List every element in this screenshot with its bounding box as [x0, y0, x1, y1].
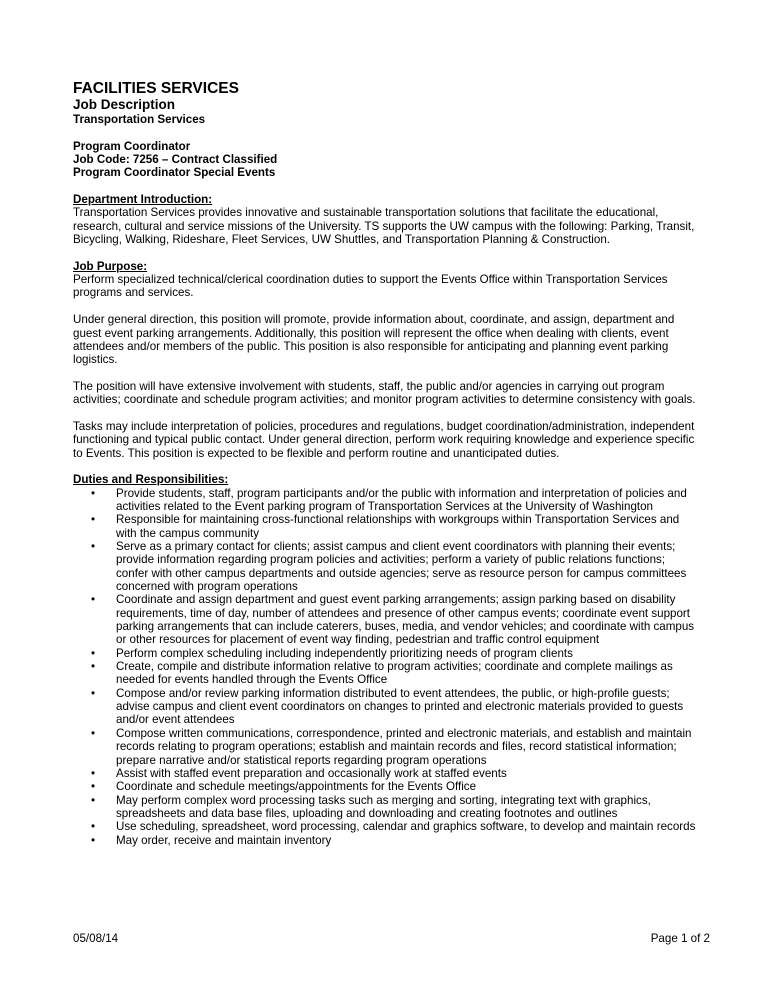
text-line: records relating to program operations; establish and maintain records and files, record statistical information;	[116, 740, 677, 754]
duty-list-item	[73, 687, 713, 727]
bullet-icon: •	[91, 686, 96, 700]
bullet-icon: •	[91, 486, 96, 500]
bullet-icon: •	[91, 593, 96, 607]
duty-list-item	[73, 794, 713, 821]
text-line: guest event parking arrangements. Additionally, this position will represent the office when dealing with clients, event	[73, 326, 669, 340]
text-line: Coordinate and assign department and guest event parking arrangements; assign parking based on disability	[116, 593, 676, 607]
text-line: research, cultural and service missions of the University. TS supports the UW campus with the following: Parking, Transit,	[73, 219, 695, 233]
job-purpose-heading: Job Purpose:	[73, 259, 148, 273]
duty-list-item	[73, 660, 713, 687]
bullet-icon: •	[91, 646, 96, 660]
duties-list	[73, 487, 713, 847]
duty-list-item	[73, 834, 713, 847]
job-code: Job Code: 7256 – Contract Classified	[73, 153, 278, 167]
bullet-icon: •	[91, 660, 96, 674]
working-title: Program Coordinator Special Events	[73, 166, 276, 180]
position-title: Program Coordinator	[73, 139, 191, 153]
text-line: requirements, time of day, number of attendees and presence of other campus events; coordinate event support	[116, 606, 691, 620]
text-line: Compose and/or review parking information distributed to event attendees, the public, or high-profile guests;	[116, 686, 670, 700]
department-intro-heading: Department Introduction:	[73, 193, 213, 207]
text-line: Bicycling, Walking, Rideshare, Fleet Services, UW Shuttles, and Transportation Planning & Construction.	[73, 233, 610, 247]
text-line: Perform complex scheduling including independently prioritizing needs of program clients	[116, 646, 573, 660]
text-line: or other resources for placement of event way finding, pedestrian and traffic control equipment	[116, 633, 600, 647]
paragraph	[73, 420, 713, 460]
text-line: spreadsheets and data base files, uploading and downloading and creating footnotes and outlines	[116, 806, 618, 820]
bullet-icon: •	[91, 513, 96, 527]
text-line: attendees and/or members of the public. This position is also responsible for anticipating and planning event parking	[73, 339, 669, 353]
job-purpose-section	[73, 273, 713, 460]
department-name: Transportation Services	[73, 113, 206, 126]
text-line: to Events. This position is expected to be flexible and perform routine and unanticipated duties.	[73, 446, 560, 460]
text-line: Responsible for maintaining cross-functional relationships with workgroups within Transportation Services and	[116, 513, 680, 527]
text-line: activities; coordinate and schedule program activities; and monitor program activities to determine consistency with goals.	[73, 393, 696, 407]
text-line: functioning and typical public contact. Under general direction, perform work requiring knowledge and experience specific	[73, 433, 695, 447]
org-title: FACILITIES SERVICES	[73, 80, 239, 97]
text-line: and/or event attendees	[116, 713, 235, 727]
paragraph	[73, 313, 713, 366]
duty-list-item	[73, 727, 713, 767]
document-page	[73, 80, 713, 847]
text-line: Provide students, staff, program participants and/or the public with information and interpretation of policies and	[116, 486, 687, 500]
paragraph	[73, 273, 713, 300]
bullet-icon: •	[91, 540, 96, 553]
duty-list-item	[73, 487, 713, 514]
bullet-icon: •	[91, 726, 96, 740]
text-line: concerned with program operations	[116, 580, 298, 594]
text-line: The position will have extensive involvement with students, staff, the public and/or agencies in carrying out program	[73, 379, 665, 393]
bullet-icon: •	[91, 793, 96, 807]
duty-list-item	[73, 767, 713, 780]
text-line: prepare narrative and/or statistical reports regarding program operations	[116, 753, 487, 767]
duty-list-item	[73, 513, 713, 540]
text-line: parking arrangements that can include caterers, buses, media, and vendor vehicles; and coordinate with campus	[116, 620, 695, 634]
text-line: Create, compile and distribute information relative to program activities; coordinate and complete mailings as	[116, 660, 673, 674]
bullet-icon: •	[91, 780, 96, 794]
text-line: advise campus and client event coordinators on changes to printed and electronic materials provided to guests	[116, 700, 684, 714]
bullet-icon: •	[91, 766, 96, 780]
duty-list-item	[73, 780, 713, 793]
text-line: Under general direction, this position will promote, provide information about, coordinate, and assign, department and	[73, 313, 675, 327]
text-line: activities related to the Event parking program of Transportation Services at the University of Washington	[116, 499, 654, 513]
text-line: Perform specialized technical/clerical coordination duties to support the Events Office within Transportation Services	[73, 273, 668, 287]
text-line: with the campus community	[116, 526, 260, 540]
text-line: Use scheduling, spreadsheet, word processing, calendar and graphics software, to develop and maintain records	[116, 820, 696, 834]
duty-list-item	[73, 647, 713, 660]
duty-list-item	[73, 593, 713, 646]
page-footer	[73, 932, 710, 945]
bullet-icon: •	[91, 820, 96, 834]
text-line: programs and services.	[73, 286, 194, 300]
text-line: May order, receive and maintain inventory	[116, 833, 332, 847]
paragraph	[73, 380, 713, 407]
text-line: Transportation Services provides innovative and sustainable transportation solutions that facilitate the educational,	[73, 206, 659, 220]
text-line: Coordinate and schedule meetings/appointments for the Events Office	[116, 780, 477, 794]
doc-type-title: Job Description	[73, 97, 176, 112]
duty-list-item	[73, 820, 713, 833]
department-intro-text	[73, 206, 713, 246]
text-line: Compose written communications, correspondence, printed and electronic materials, and establish and maintain	[116, 726, 692, 740]
text-line: confer with other campus departments and outside agencies; serve as resource person for campus committees	[116, 566, 687, 580]
text-line: May perform complex word processing tasks such as merging and sorting, integrating text with graphics,	[116, 793, 651, 807]
text-line: Assist with staffed event preparation and occasionally work at staffed events	[116, 766, 507, 780]
bullet-icon: •	[91, 833, 96, 847]
text-line: Serve as a primary contact for clients; assist campus and client event coordinators with planning their events;	[116, 540, 676, 553]
footer-date: 05/08/14	[73, 932, 119, 945]
text-line: needed for events handled through the Events Office	[116, 673, 388, 687]
text-line: Tasks may include interpretation of policies, procedures and regulations, budget coordination/administration, independent	[73, 419, 695, 433]
text-line: provide information regarding program policies and activities; perform a variety of public relations functions;	[116, 553, 666, 567]
duties-heading: Duties and Responsibilities:	[73, 473, 229, 487]
duty-list-item	[73, 540, 713, 593]
footer-page-number: Page 1 of 2	[650, 932, 710, 945]
text-line: logistics.	[73, 353, 118, 367]
